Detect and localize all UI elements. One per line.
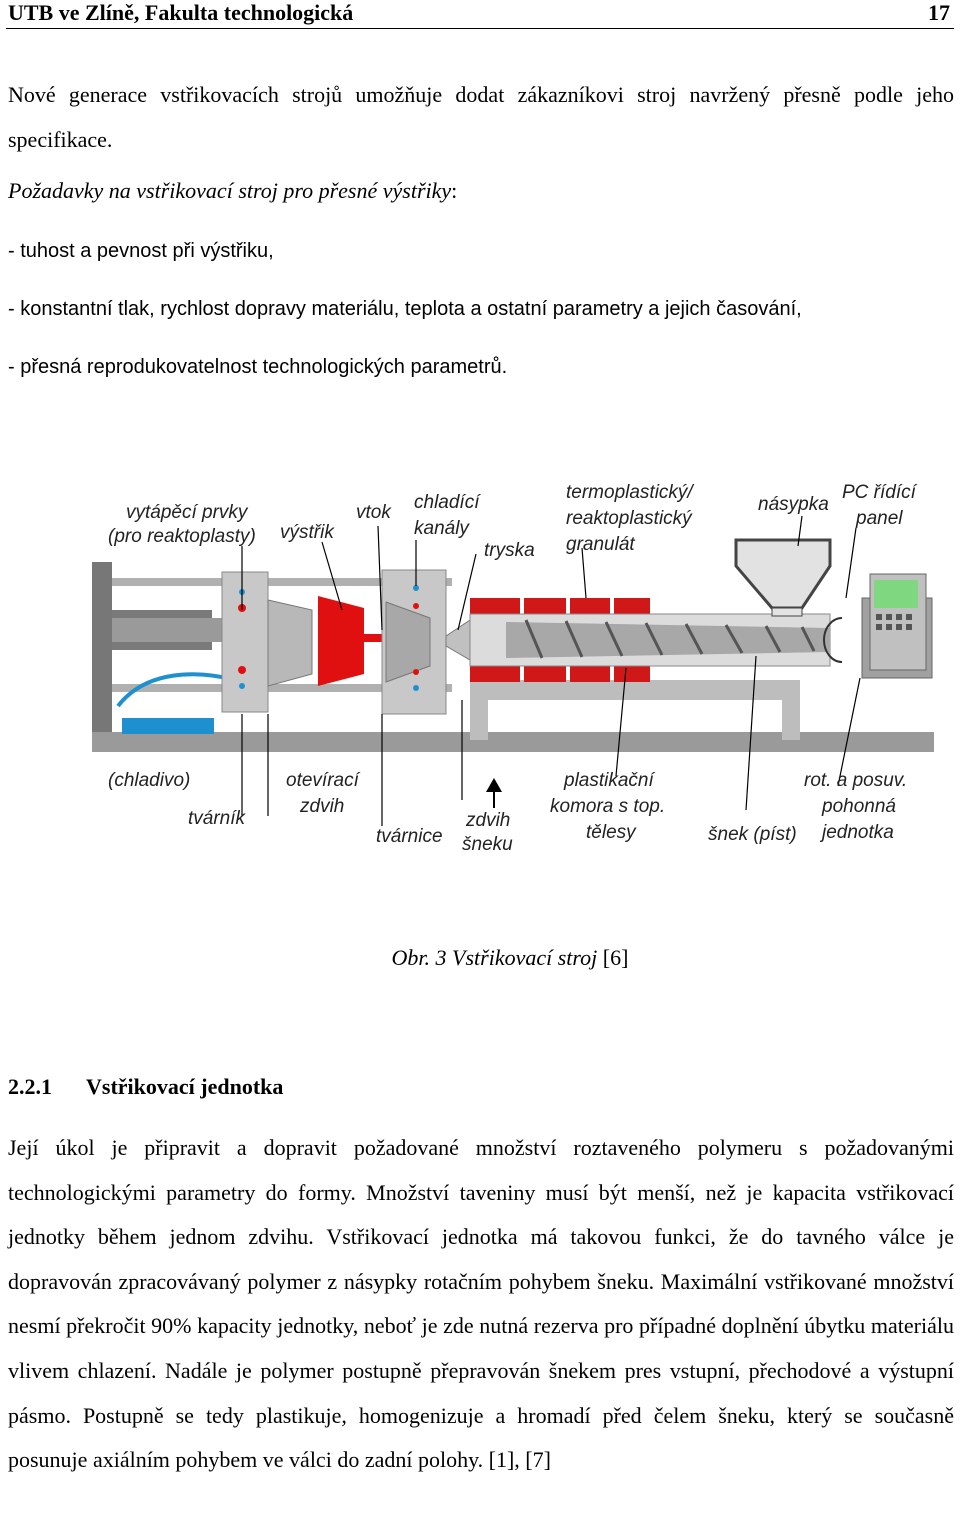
header-title: UTB ve Zlíně, Fakulta technologická bbox=[8, 0, 354, 25]
requirements-title-text: Požadavky na vstřikovací stroj pro přesné výstřiky bbox=[8, 178, 452, 203]
requirement-item: - konstantní tlak, rychlost dopravy materiálu, teplota a ostatní parametry a jejich časování, bbox=[8, 298, 802, 320]
requirement-item: - tuhost a pevnost při výstřiku, bbox=[8, 240, 274, 262]
page-header bbox=[6, 0, 954, 29]
label-tvarnik: tvárník bbox=[188, 808, 246, 829]
label-tryska: tryska bbox=[484, 540, 535, 561]
label-plastikacni: plastikační bbox=[564, 770, 654, 791]
label-nasypka: násypka bbox=[758, 494, 829, 515]
label-termo: termoplastický/ bbox=[566, 482, 693, 503]
label-rot-3: jednotka bbox=[822, 822, 894, 843]
label-oteviraci-2: zdvih bbox=[300, 796, 345, 817]
label-pc-2: panel bbox=[856, 508, 903, 529]
injection-machine-diagram bbox=[86, 470, 940, 870]
label-pc: PC řídící bbox=[842, 482, 916, 503]
figure-caption bbox=[0, 945, 960, 971]
label-termo-3: granulát bbox=[566, 534, 635, 555]
page-number: 17 bbox=[928, 0, 950, 25]
label-rot-2: pohonná bbox=[822, 796, 896, 817]
label-chladici-2: kanály bbox=[414, 518, 469, 539]
requirements-title bbox=[8, 178, 457, 204]
label-tvarnice: tvárnice bbox=[376, 826, 443, 847]
label-rot: rot. a posuv. bbox=[804, 770, 908, 791]
label-termo-2: reaktoplastický bbox=[566, 508, 692, 529]
caption-text: Obr. 3 Vstřikovací stroj bbox=[391, 945, 598, 970]
section-heading bbox=[8, 1074, 283, 1100]
intro-paragraph: Nové generace vstřikovacích strojů umožňuje dodat zákazníkovi stroj navržený přesně podle jeho specifikace. bbox=[8, 82, 954, 152]
label-plastikacni-2: komora s top. bbox=[550, 796, 666, 817]
requirement-item: - přesná reprodukovatelnost technologických parametrů. bbox=[8, 356, 508, 378]
label-oteviraci: otevírací bbox=[286, 770, 359, 791]
label-zdvih: zdvih bbox=[466, 810, 511, 831]
label-chladivo: (chladivo) bbox=[108, 770, 191, 791]
label-vytapeci-2: (pro reaktoplasty) bbox=[108, 526, 256, 547]
caption-ref: [6] bbox=[597, 945, 629, 970]
label-plastikacni-3: tělesy bbox=[586, 822, 636, 843]
label-vytapeci: vytápěcí prvky bbox=[126, 502, 248, 523]
label-snek: šnek (píst) bbox=[708, 824, 797, 845]
section-title: Vstřikovací jednotka bbox=[86, 1074, 284, 1099]
body-paragraph: Její úkol je připravit a dopravit požadované množství roztaveného polymeru s požadovanými technologickými parametry do formy. Množství taveniny musí být menší, než je kapacita vstřikovací jednotky během jednom zdvihu. Vstřikovací jednotka má takovou funkci, že do tavného válce je dopravován zpracovávaný polymer z násypky rotačním pohybem šneku. Maximální vstřikované množství nesmí překročit 90% kapacity jednotky, neboť je zde nutná rezerva pro případné doplnění úbytku materiálu vlivem chlazení. Nadále je polymer postupně přepravován šnekem pres vstupní, přechodové a výstupní pásmo. Postupně se tedy plastikuje, homogenizuje a hromadí před čelem šneku, který se současně posunuje axiálním pohybem ve válci do zadní polohy. [1], [7] bbox=[8, 1135, 954, 1473]
label-vtok: vtok bbox=[356, 502, 391, 523]
label-vystrik: výstřik bbox=[280, 522, 334, 543]
section-number: 2.2.1 bbox=[8, 1074, 52, 1099]
label-chladici: chladící bbox=[414, 492, 480, 513]
requirements-colon: : bbox=[451, 178, 458, 203]
label-zdvih-2: šneku bbox=[462, 834, 513, 855]
